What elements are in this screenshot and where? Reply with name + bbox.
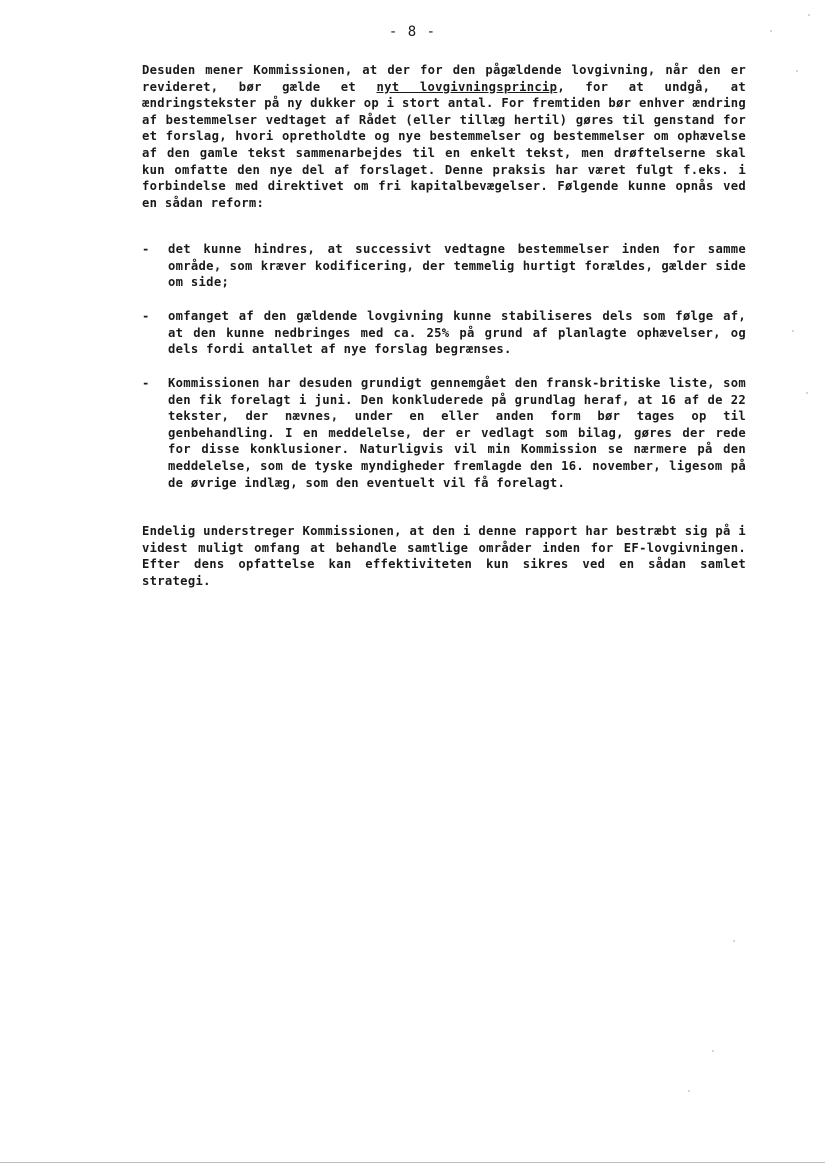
closing-paragraph: Endelig understreger Kommissionen, at den i denne rapport har bestræbt sig på i videst muligt omfang at behandle samtlige områder inden for EF-lovgivningen. Efter dens opfattelse kan effektiviteten kun sikres ved en sådan samlet strategi. [142, 524, 746, 588]
scan-speck [770, 30, 772, 32]
scan-speck [792, 330, 794, 332]
list-item-text: det kunne hindres, at successivt vedtagne bestemmelser inden for samme område, som kræver kodificering, der temmelig hurtigt forældes, gælder side om side; [168, 242, 746, 290]
scan-speck [688, 1090, 690, 1092]
intro-paragraph [142, 62, 746, 211]
scan-speck [806, 392, 808, 394]
underlined-term: nyt lovgivningsprincip [376, 79, 558, 94]
list-marker: - [142, 242, 150, 256]
list-item-text: omfanget af den gældende lovgivning kunne stabiliseres dels som følge af, at den kunne nedbringes med ca. 25% på grund af planlagte ophævelser, og dels fordi antallet af nye forslag begrænses. [168, 309, 746, 357]
page-number: - 8 - [388, 24, 437, 40]
scan-speck [796, 70, 798, 72]
list-marker: - [142, 376, 150, 390]
list-item-text: Kommissionen har desuden grundigt gennemgået den fransk-britiske liste, som den fik forelagt i juni. Den konkluderede på grundlag heraf, at 16 af de 22 tekster, der nævnes, under en eller anden form bør tages op til genbehandling. I en meddelelse, der er vedlagt som bilag, gøres der rede for disse konklusioner. Naturligvis vil min Kommission se nærmere på den meddelelse, som de tyske myndigheder fremlagde den 16. november, ligesom på de øvrige indlæg, som den eventuelt vil få forelagt. [168, 376, 746, 490]
scan-speck [712, 1050, 714, 1052]
intro-text-end: , for at undgå, at ændringstekster på ny dukker op i stort antal. For fremtiden bør enhver ændring af bestemmelser vedtaget af Rådet (eller tillæg hertil) gøres til genstand for et forslag, hvori opretholdte og nye bestemmelser og bestemmelser om ophævelse af den gamle tekst sammenarbejdes til en enkelt tekst, men drøftelserne skal kun omfatte den nye del af forslaget. Denne praksis har været fulgt f.eks. i forbindelse med direktivet om fri kapitalbevægelser. Følgende kunne opnås ved en sådan reform: [142, 79, 746, 210]
list-marker: - [142, 309, 150, 323]
scan-speck [733, 940, 735, 942]
intro-text-start: Desuden mener Kommissionen, at der for den pågældende lovgivning, når den er revideret, bør gælde et [142, 63, 746, 94]
scan-edge-line [0, 1162, 825, 1163]
scan-speck [808, 14, 810, 16]
